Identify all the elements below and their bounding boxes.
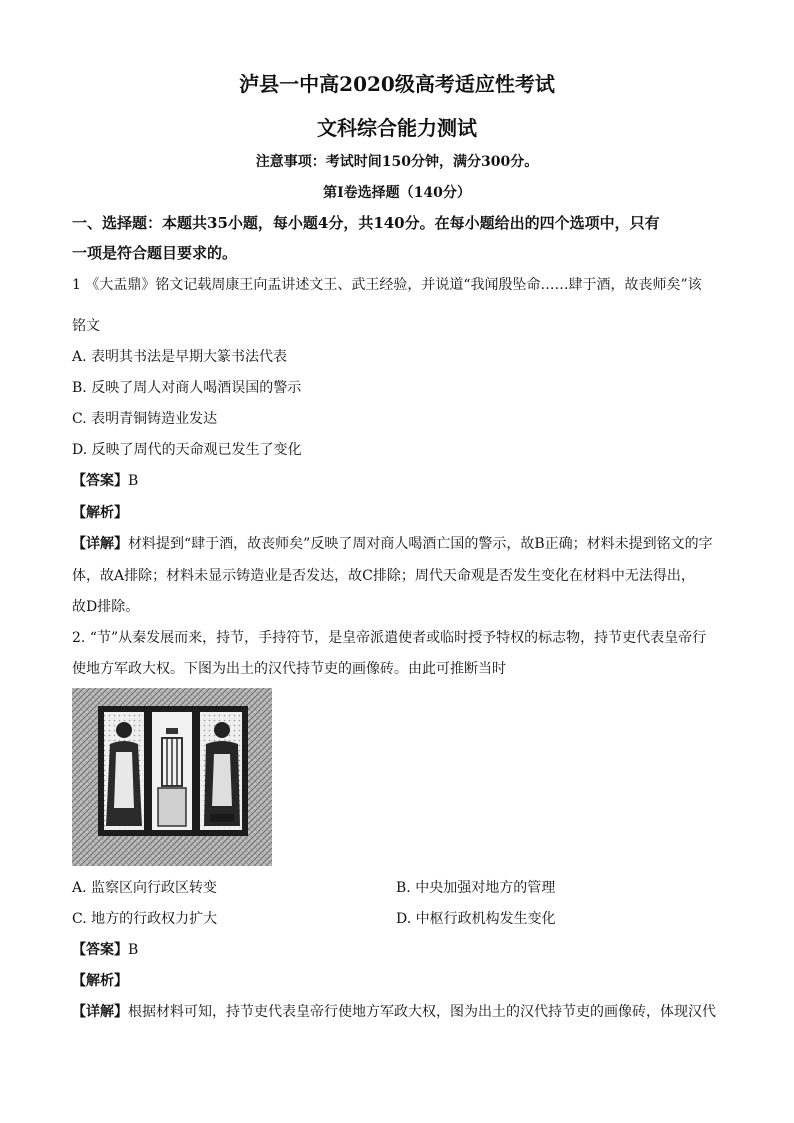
answer-value: B xyxy=(128,473,139,489)
answer-value: B xyxy=(128,942,139,958)
q1-stem-line-1: 1 《大盂鼎》铭文记载周康王向盂讲述文王、武王经验，并说道“我闻殷坠命……肆于酒，故丧师矣”该 xyxy=(72,277,702,293)
q1-option-d: D. 反映了周代的天命观已发生了变化 xyxy=(72,442,302,458)
q1-option-c: C. 表明青铜铸造业发达 xyxy=(72,411,218,427)
answer-tag: 【答案】 xyxy=(72,942,128,958)
exam-notice: 注意事项：考试时间150分钟，满分300分。 xyxy=(255,154,539,170)
q1-detail-line-3: 故D排除。 xyxy=(72,599,140,615)
q2-detail-line-1 xyxy=(72,1002,722,1022)
q2-analysis-tag xyxy=(72,971,722,991)
q1-stem-line-2: 铭文 xyxy=(72,318,100,334)
detail-text: 材料提到“肆于酒，故丧师矣”反映了周对商人喝酒亡国的警示，故B正确；材料未提到铭文的字 xyxy=(128,536,713,552)
q2-answer xyxy=(72,940,722,960)
q2-option-d: D. 中枢行政机构发生变化 xyxy=(396,911,556,927)
analysis-tag: 【解析】 xyxy=(72,505,128,521)
q1-option-b: B. 反映了周人对商人喝酒误国的警示 xyxy=(72,380,302,396)
q2-option-a: A. 监察区向行政区转变 xyxy=(72,880,218,896)
analysis-tag: 【解析】 xyxy=(72,973,128,989)
han-brick-relief-image xyxy=(72,688,272,866)
q1-answer xyxy=(72,471,722,491)
exam-subtitle: 文科综合能力测试 xyxy=(317,116,477,140)
q2-option-c: C. 地方的行政权力扩大 xyxy=(72,911,218,927)
q2-option-b: B. 中央加强对地方的管理 xyxy=(396,880,556,896)
instructions-line-2: 一项是符合题目要求的。 xyxy=(72,244,238,262)
detail-tag: 【详解】 xyxy=(72,536,128,552)
q1-analysis-tag xyxy=(72,503,722,523)
instructions-line-1: 一、选择题：本题共35小题，每小题4分，共140分。在每小题给出的四个选项中，只有 xyxy=(72,214,660,232)
q1-detail-line-2: 体，故A排除；材料未显示铸造业是否发达，故C排除；周代天命观是否发生变化在材料中无法得出， xyxy=(72,568,695,584)
detail-text: 根据材料可知，持节吏代表皇帝行使地方军政大权，图为出土的汉代持节吏的画像砖，体现汉代 xyxy=(128,1004,716,1020)
q2-stem-line-2: 使地方军政大权。下图为出土的汉代持节吏的画像砖。由此可推断当时 xyxy=(72,661,506,677)
q2-stem-line-1: 2. “节”从秦发展而来，持节，手持符节，是皇帝派遣使者或临时授予特权的标志物，持节吏代表皇帝行 xyxy=(72,630,707,646)
q1-detail-line-1 xyxy=(72,534,722,554)
section-heading: 第I卷选择题（140分） xyxy=(323,185,471,201)
answer-tag: 【答案】 xyxy=(72,473,128,489)
q1-option-a: A. 表明其书法是早期大篆书法代表 xyxy=(72,349,288,365)
detail-tag: 【详解】 xyxy=(72,1004,128,1020)
exam-title: 泸县一中高2020级高考适应性考试 xyxy=(239,72,555,96)
